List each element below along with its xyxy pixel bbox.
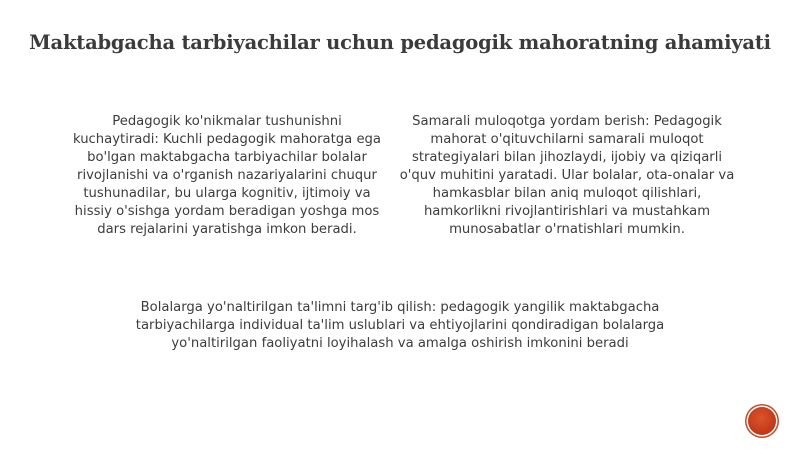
slide-nav-button[interactable] xyxy=(748,407,776,435)
slide-title: Maktabgacha tarbiyachilar uchun pedagogik mahoratning ahamiyati xyxy=(29,31,771,54)
left-paragraph: Pedagogik ko'nikmalar tushunishni kuchaytiradi: Kuchli pedagogik mahoratga ega bo'lgan maktabgacha tarbiyachilar bolalar rivojlanishi va o'rganish nazariyalarini chuqur tushunadilar, bu ularga kognitiv, ijtimoiy va hissiy o'sishga yordam beradigan yoshga mos dars rejalarini yaratishga imkon beradi. xyxy=(72,114,382,237)
bottom-paragraph: Bolalarga yo'naltirilgan ta'limni targ'ib qilish: pedagogik yangilik maktabgacha tarbiyachilarga individual ta'lim uslublari va ehtiyojlarini qondiradigan bolalarga yo'naltirilgan faoliyatni loyihalash va amalga oshirish imkonini beradi xyxy=(135,300,665,351)
right-paragraph: Samarali muloqotga yordam berish: Pedagogik mahorat o'qituvchilarni samarali muloqot strategiyalari bilan jihozlaydi, ijobiy va qiziqarli o'quv muhitini yaratadi. Ular bolalar, ota-onalar va hamkasblar bilan aniq muloqot qilishlari, hamkorlikni rivojlantirishlari va mustahkam munosabatlar o'rnatishlari mumkin. xyxy=(399,114,735,237)
